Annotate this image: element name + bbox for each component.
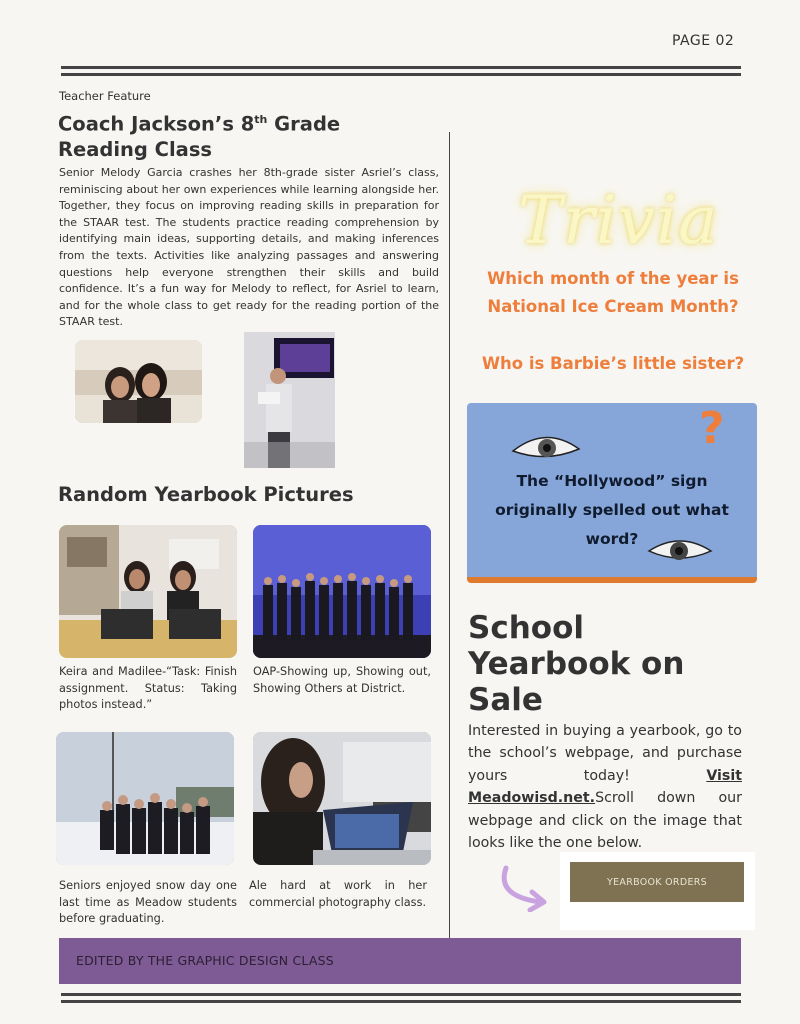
yearbook-sale-body: Interested in buying a yearbook, go to the school’s webpage, and purchase yours today! Visit Meadowisd.net.Scroll down our webpage and click on the image that looks like the one below. (468, 723, 742, 852)
trivia-heading: Trivia (518, 182, 719, 259)
yearbook-sale-title: School Yearbook on Sale (468, 610, 685, 718)
oap-photo (253, 525, 431, 658)
top-divider-2 (61, 73, 741, 76)
keira-madilee-photo (59, 525, 237, 658)
feature-title: Coach Jackson’s 8th Grade Reading Class (58, 112, 341, 161)
random-pictures-title: Random Yearbook Pictures (58, 483, 354, 506)
meadowisd-link[interactable]: Visit Meadowisd.net. (468, 767, 742, 807)
eye-icon-2 (647, 535, 713, 567)
feature-kicker: Teacher Feature (59, 89, 151, 103)
caption-keira: Keira and Madilee-“Task: Finish assignment. Status: Taking photos instead.” (59, 665, 237, 712)
column-divider (449, 132, 450, 938)
snow-day-photo (56, 732, 234, 865)
ale-photo (253, 732, 431, 865)
curved-arrow-icon (494, 862, 554, 912)
hollywood-question-card (467, 403, 757, 583)
coach-photo (244, 332, 335, 468)
top-divider (61, 66, 741, 69)
eye-icon (511, 431, 581, 465)
yearbook-orders-card (560, 852, 755, 930)
bottom-divider-2 (61, 1000, 741, 1003)
footer-credit: EDITED BY THE GRAPHIC DESIGN CLASS (76, 953, 334, 968)
bottom-divider (61, 993, 741, 996)
caption-ale: Ale hard at work in her commercial photography class. (249, 879, 427, 909)
question-mark-icon: ? (699, 403, 725, 454)
sisters-photo (75, 340, 202, 423)
trivia-question-2: Who is Barbie’s little sister? (481, 354, 745, 373)
feature-body: Senior Melody Garcia crashes her 8th-grade sister Asriel’s class, reminiscing about her own experiences while learning alongside her. Together, they focus on improving reading skills in preparation for the STAAR test. The students practice reading comprehension by identifying main ideas, supporting details, and making inferences from the texts. Activities like analyzing passages and answering questions help everyone strengthen their skills and build confidence. It’s a fun way for Melody to reflect, for Asriel to learn, and for the whole class to get ready for the reading portion of the STAAR test. (59, 166, 439, 329)
caption-snow: Seniors enjoyed snow day one last time as Meadow students before graduating. (59, 879, 237, 926)
yearbook-orders-button[interactable]: YEARBOOK ORDERS (570, 862, 744, 902)
footer-banner (59, 938, 741, 984)
caption-oap: OAP-Showing up, Showing out, Showing Others at District. (253, 665, 431, 695)
page-number: PAGE 02 (672, 33, 735, 49)
hollywood-question: The “Hollywood” sign originally spelled out what word? (495, 472, 729, 548)
trivia-question-1: Which month of the year is National Ice Cream Month? (487, 269, 739, 316)
